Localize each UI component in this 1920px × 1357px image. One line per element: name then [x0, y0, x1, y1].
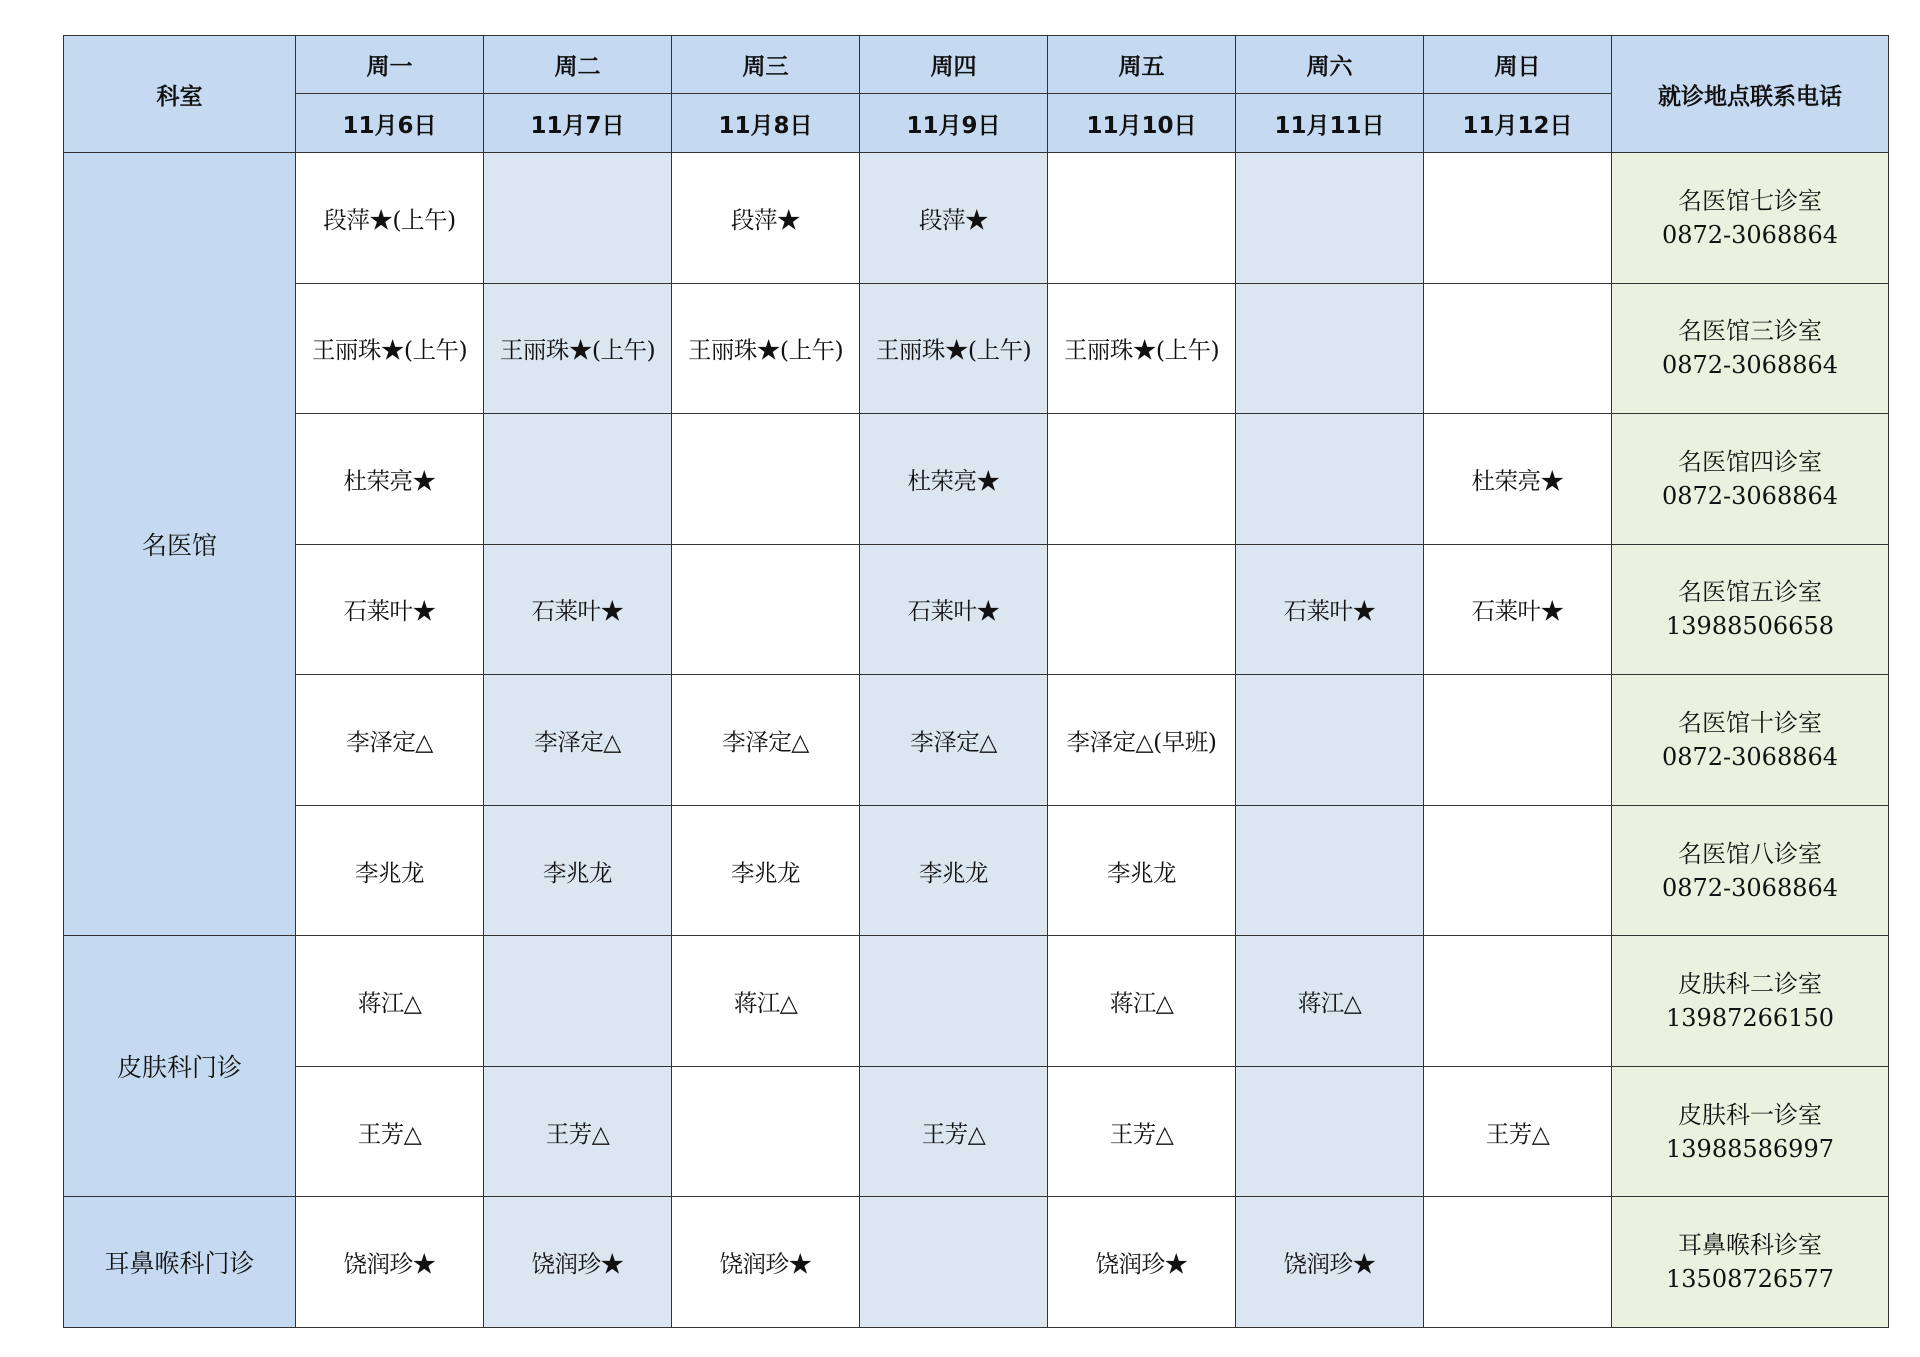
doctor-cell: 李泽定△ — [860, 675, 1048, 806]
doctor-cell: 段萍★ — [672, 153, 860, 284]
doctor-cell: 王丽珠★(上午) — [672, 283, 860, 414]
date-header: 11月12日 — [1424, 94, 1612, 153]
doctor-cell: 石莱叶★ — [296, 544, 484, 675]
dept-header: 科室 — [64, 36, 296, 153]
location-contact-cell — [1612, 153, 1889, 284]
schedule-row — [64, 1197, 1889, 1328]
doctor-cell: 李泽定△ — [672, 675, 860, 806]
doctor-cell: 蒋江△ — [296, 936, 484, 1067]
phone-number: 13987266150 — [1666, 1004, 1834, 1033]
room-name: 名医馆七诊室 — [1678, 186, 1822, 215]
phone-number: 0872-3068864 — [1661, 481, 1839, 510]
doctor-cell: 蒋江△ — [1236, 936, 1424, 1067]
doctor-cell: 石莱叶★ — [1236, 544, 1424, 675]
doctor-cell: 饶润珍★ — [672, 1197, 860, 1328]
schedule-row — [64, 936, 1889, 1067]
doctor-cell — [860, 936, 1048, 1067]
doctor-cell — [1048, 414, 1236, 545]
doctor-cell: 蒋江△ — [672, 936, 860, 1067]
doctor-cell — [1236, 283, 1424, 414]
room-name: 名医馆十诊室 — [1678, 708, 1822, 737]
doctor-cell: 李兆龙 — [296, 805, 484, 936]
doctor-cell — [484, 414, 672, 545]
doctor-cell: 杜荣亮★ — [1424, 414, 1612, 545]
doctor-cell — [1048, 153, 1236, 284]
schedule-row — [64, 153, 1889, 284]
doctor-cell: 李泽定△(早班) — [1048, 675, 1236, 806]
phone-number: 0872-3068864 — [1661, 742, 1839, 771]
schedule-row — [64, 414, 1889, 545]
weekday-header: 周二 — [484, 36, 672, 94]
doctor-cell: 王芳△ — [1424, 1066, 1612, 1197]
doctor-cell: 段萍★(上午) — [296, 153, 484, 284]
weekday-header: 周五 — [1048, 36, 1236, 94]
weekday-header: 周一 — [296, 36, 484, 94]
room-name: 名医馆五诊室 — [1678, 578, 1822, 607]
doctor-cell: 王芳△ — [296, 1066, 484, 1197]
doctor-cell: 石莱叶★ — [860, 544, 1048, 675]
doctor-cell: 李泽定△ — [296, 675, 484, 806]
doctor-cell — [484, 153, 672, 284]
schedule-row — [64, 805, 1889, 936]
doctor-cell: 李兆龙 — [1048, 805, 1236, 936]
date-header: 11月7日 — [484, 94, 672, 153]
schedule-row — [64, 1066, 1889, 1197]
doctor-cell: 李兆龙 — [672, 805, 860, 936]
doctor-cell: 李泽定△ — [484, 675, 672, 806]
location-contact-cell — [1612, 675, 1889, 806]
doctor-cell — [1048, 544, 1236, 675]
department-cell: 耳鼻喉科门诊 — [64, 1197, 296, 1328]
doctor-cell: 饶润珍★ — [1236, 1197, 1424, 1328]
room-name: 耳鼻喉科诊室 — [1678, 1231, 1822, 1260]
doctor-cell: 饶润珍★ — [296, 1197, 484, 1328]
doctor-cell — [1236, 153, 1424, 284]
schedule-row — [64, 675, 1889, 806]
date-header: 11月8日 — [672, 94, 860, 153]
weekday-header: 周六 — [1236, 36, 1424, 94]
room-name: 名医馆四诊室 — [1678, 447, 1822, 476]
date-header: 11月11日 — [1236, 94, 1424, 153]
phone-number: 13508726577 — [1666, 1265, 1834, 1294]
department-cell: 皮肤科门诊 — [64, 936, 296, 1197]
doctor-cell: 蒋江△ — [1048, 936, 1236, 1067]
doctor-cell: 石莱叶★ — [484, 544, 672, 675]
doctor-cell — [1424, 1197, 1612, 1328]
phone-number: 13988506658 — [1666, 612, 1834, 641]
phone-number: 0872-3068864 — [1661, 351, 1839, 380]
doctor-cell: 王丽珠★(上午) — [484, 283, 672, 414]
doctor-cell — [1424, 805, 1612, 936]
phone-number: 0872-3068864 — [1661, 873, 1839, 902]
doctor-cell: 王芳△ — [484, 1066, 672, 1197]
date-header: 11月6日 — [296, 94, 484, 153]
doctor-cell: 饶润珍★ — [1048, 1197, 1236, 1328]
doctor-cell — [672, 414, 860, 545]
location-contact-cell — [1612, 283, 1889, 414]
doctor-cell — [1424, 675, 1612, 806]
weekday-header: 周四 — [860, 36, 1048, 94]
doctor-cell — [1236, 1066, 1424, 1197]
location-contact-cell — [1612, 544, 1889, 675]
doctor-cell: 王丽珠★(上午) — [860, 283, 1048, 414]
room-name: 皮肤科一诊室 — [1678, 1100, 1822, 1129]
doctor-cell: 王芳△ — [1048, 1066, 1236, 1197]
contact-header: 就诊地点联系电话 — [1612, 36, 1889, 153]
doctor-cell — [1236, 414, 1424, 545]
doctor-cell: 段萍★ — [860, 153, 1048, 284]
schedule-row — [64, 283, 1889, 414]
doctor-cell: 杜荣亮★ — [296, 414, 484, 545]
doctor-cell — [860, 1197, 1048, 1328]
doctor-cell: 杜荣亮★ — [860, 414, 1048, 545]
weekday-header: 周三 — [672, 36, 860, 94]
date-header: 11月9日 — [860, 94, 1048, 153]
doctor-cell — [672, 544, 860, 675]
department-cell: 名医馆 — [64, 153, 296, 936]
doctor-cell — [1236, 675, 1424, 806]
doctor-cell — [1236, 805, 1424, 936]
doctor-cell — [1424, 936, 1612, 1067]
room-name: 名医馆三诊室 — [1678, 317, 1822, 346]
location-contact-cell — [1612, 1066, 1889, 1197]
date-header: 11月10日 — [1048, 94, 1236, 153]
doctor-cell: 饶润珍★ — [484, 1197, 672, 1328]
room-name: 名医馆八诊室 — [1678, 839, 1822, 868]
room-name: 皮肤科二诊室 — [1678, 970, 1822, 999]
doctor-cell: 王丽珠★(上午) — [296, 283, 484, 414]
doctor-cell: 李兆龙 — [860, 805, 1048, 936]
phone-number: 13988586997 — [1666, 1134, 1834, 1163]
location-contact-cell — [1612, 1197, 1889, 1328]
location-contact-cell — [1612, 414, 1889, 545]
doctor-cell — [672, 1066, 860, 1197]
doctor-cell: 石莱叶★ — [1424, 544, 1612, 675]
weekday-header: 周日 — [1424, 36, 1612, 94]
doctor-cell — [484, 936, 672, 1067]
doctor-cell: 李兆龙 — [484, 805, 672, 936]
doctor-cell: 王丽珠★(上午) — [1048, 283, 1236, 414]
weekday-header-row — [64, 36, 1889, 94]
location-contact-cell — [1612, 936, 1889, 1067]
schedule-row — [64, 544, 1889, 675]
location-contact-cell — [1612, 805, 1889, 936]
doctor-cell — [1424, 153, 1612, 284]
doctor-cell: 王芳△ — [860, 1066, 1048, 1197]
clinic-schedule-table — [63, 35, 1889, 1328]
phone-number: 0872-3068864 — [1661, 220, 1839, 249]
doctor-cell — [1424, 283, 1612, 414]
